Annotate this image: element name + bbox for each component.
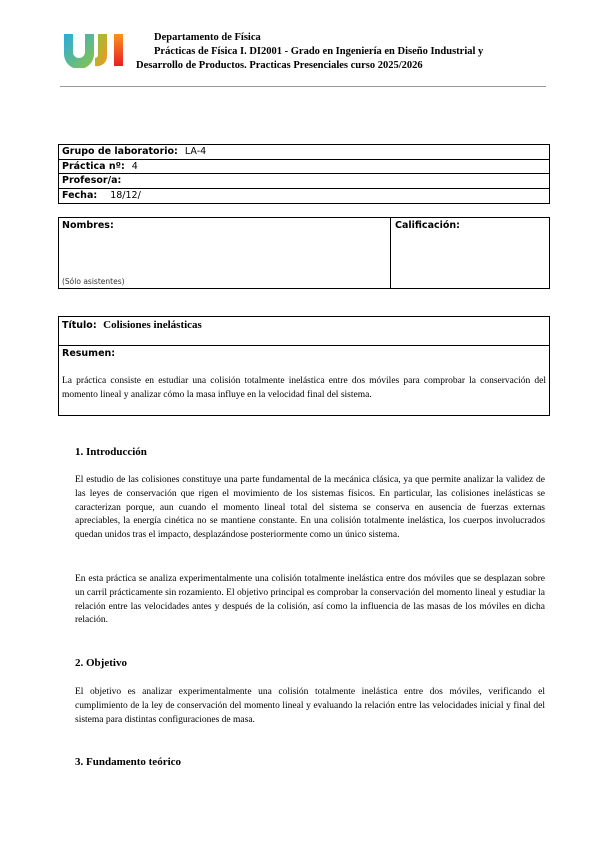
section-1-paragraph-1: El estudio de las colisiones constituye una parte fundamental de la mecánica clásica, ya que permite analizar la validez de las leyes de conservación que rigen el movimiento de los sistemas físicos. En particular, las colisiones inelásticas se caracterizan porque, aun cuando el momento lineal total del sistema se conserva en ausencia de fuerzas externas apreciables, la energía cinética no se mantiene constante. En una colisión totalmente inelástica, los cuerpos involucrados quedan unidos tras el impacto, desplazándose posteriormente como un único sistema. (75, 475, 545, 541)
asistentes-note: (Sólo asistentes) (62, 277, 125, 286)
resumen-label: Resumen: (62, 348, 116, 359)
section-2-title: 2. Objetivo (75, 657, 127, 669)
calificacion-cell[interactable] (391, 218, 549, 292)
titulo-label: Título: (62, 320, 97, 331)
profesor-value[interactable] (121, 175, 125, 186)
course-line-2: Desarrollo de Productos. Practicas Presenciales curso 2025/2026 (136, 60, 423, 71)
profesor-row (59, 174, 549, 189)
course-line: Prácticas de Física I. DI2001 - Grado en Ingeniería en Diseño Industrial y (154, 46, 484, 57)
practica-row (59, 160, 549, 175)
names-table (58, 217, 550, 289)
department-name: Departamento de Física (154, 32, 261, 43)
grupo-row (59, 145, 549, 160)
nombres-label: Nombres: (62, 220, 114, 231)
section-1-paragraph-2: En esta práctica se analiza experimentalmente una colisión totalmente inelástica entre dos móviles que se desplazan sobre un carril prácticamente sin rozamiento. El objetivo principal es comprobar la conservación del momento lineal y estudiar la relación entre las velocidades antes y después de la colisión, así como la influencia de las masas de los móviles en dicha relación. (75, 574, 545, 626)
nombres-cell[interactable] (59, 218, 391, 288)
grupo-value[interactable]: LA-4 (184, 146, 207, 157)
fecha-label: Fecha: (62, 189, 98, 201)
practica-value[interactable]: 4 (131, 160, 138, 172)
titulo-value[interactable]: Colisiones inelásticas (103, 319, 202, 331)
fecha-value[interactable]: 18/12/ (110, 189, 141, 201)
calificacion-label: Calificación: (395, 220, 460, 231)
section-1-title: 1. Introducción (75, 446, 147, 458)
practica-label: Práctica nº: (62, 160, 125, 172)
header-divider (60, 86, 546, 87)
document-header (136, 31, 556, 73)
profesor-label: Profesor/a: (62, 175, 122, 186)
section-2-paragraph-1: El objetivo es analizar experimentalmente una colisión totalmente inelástica entre dos móviles, verificando el cumplimiento de la ley de conservación del momento lineal y evaluando la relación entre las velocidades inicial y final del sistema para distintas configuraciones de masa. (75, 687, 545, 725)
uji-logo (62, 30, 134, 68)
fecha-row (59, 189, 549, 204)
summary-table (58, 316, 550, 416)
resumen-text[interactable]: La práctica consiste en estudiar una colisión totalmente inelástica entre dos móviles para comprobar la conservación del momento lineal y analizar cómo la masa influye en la velocidad final del sistema. (62, 376, 546, 400)
titulo-row (59, 317, 549, 346)
grupo-label: Grupo de laboratorio: (62, 146, 178, 157)
section-3-title: 3. Fundamento teórico (75, 756, 182, 768)
lab-info-table (58, 144, 550, 204)
